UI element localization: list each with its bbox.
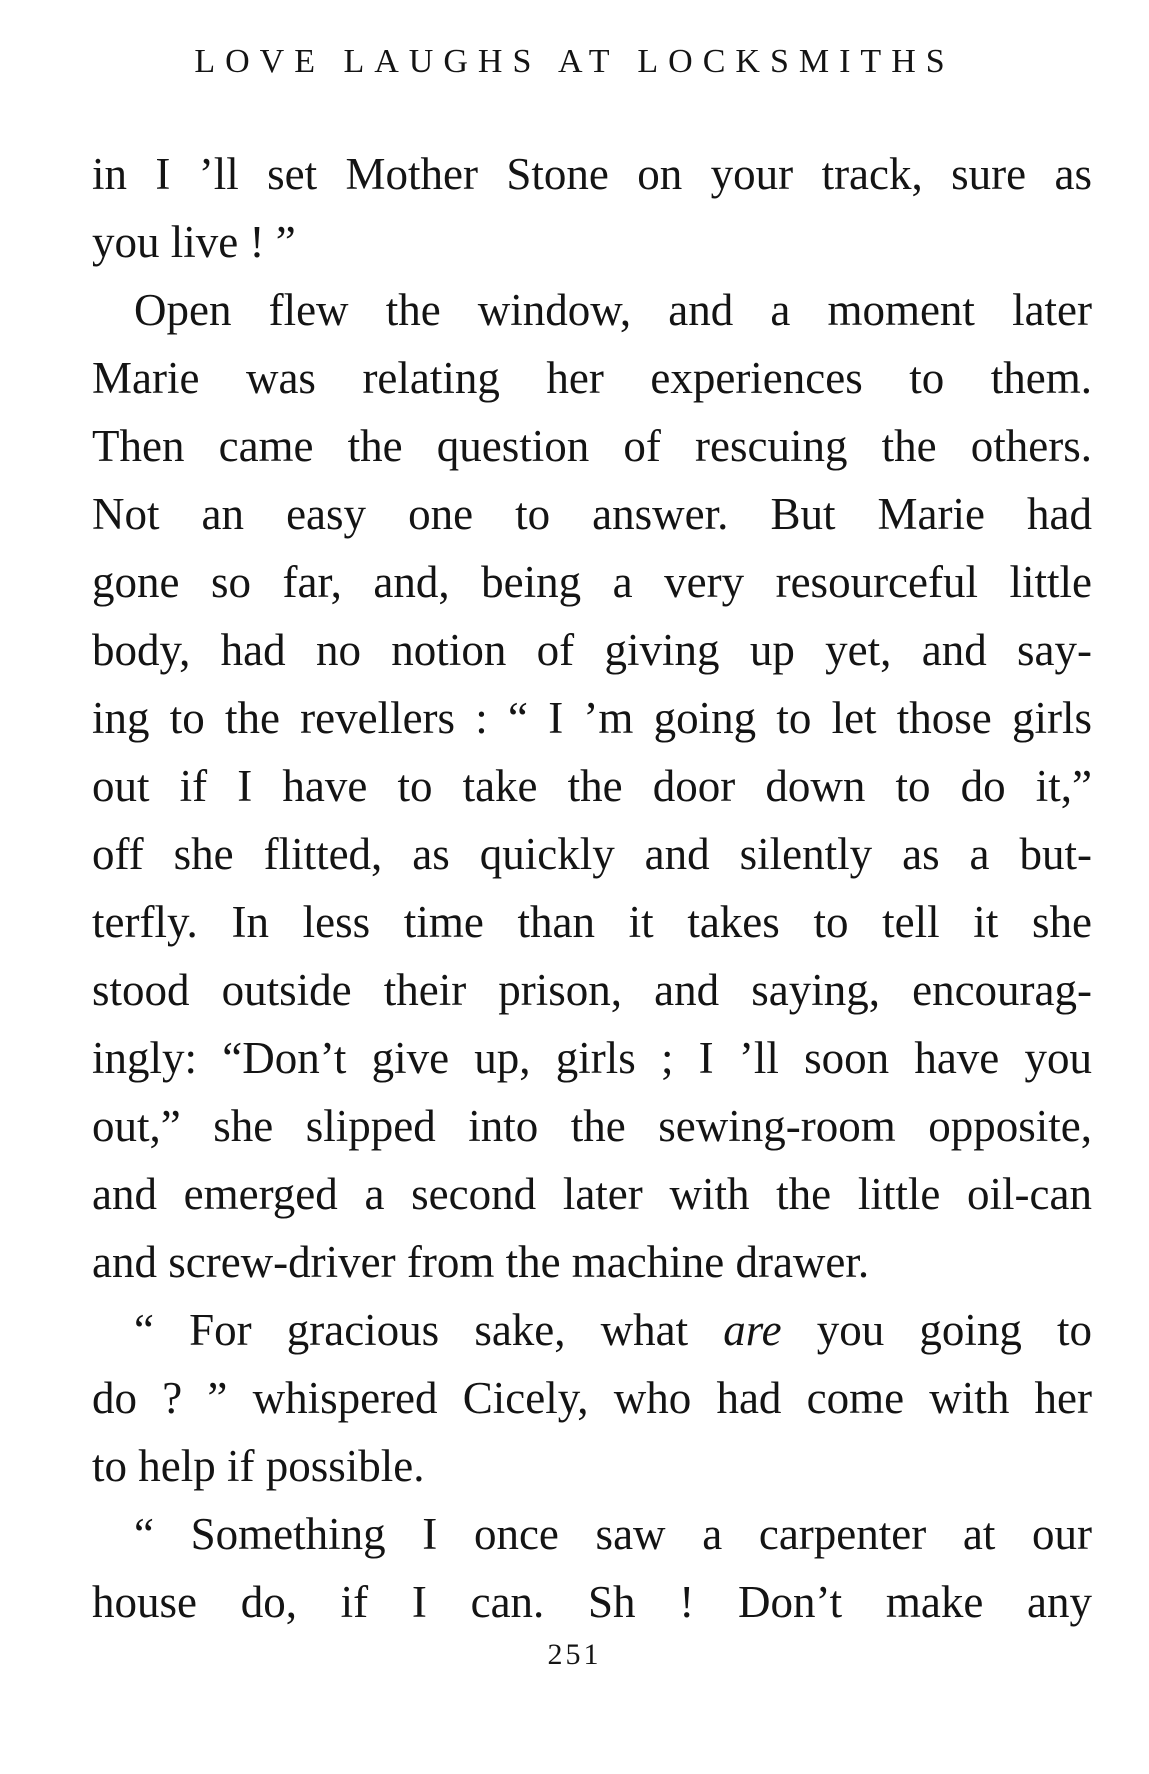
text-line: house do, if I can. Sh ! Don’t make any <box>92 1577 1092 1627</box>
running-head: LOVE LAUGHS AT LOCKSMITHS <box>194 43 955 80</box>
text-line: gone so far, and, being a very resourceful little <box>92 557 1092 607</box>
text-line: “ Something I once saw a carpenter at our <box>134 1509 1092 1559</box>
text-line <box>92 1296 1092 1364</box>
text-line: terfly. In less time than it takes to tell it she <box>92 897 1092 947</box>
text-segment: “ For gracious sake, what <box>134 1305 724 1355</box>
text-line: in I ’ll set Mother Stone on your track, sure as <box>92 149 1092 199</box>
text-line: Marie was relating her experiences to them. <box>92 353 1092 403</box>
italic-emphasis: are <box>723 1305 782 1355</box>
text-line: do ? ” whispered Cicely, who had come with her <box>92 1373 1092 1423</box>
text-line: off she flitted, as quickly and silently as a but- <box>92 829 1092 879</box>
text-line: stood outside their prison, and saying, encourag- <box>92 965 1092 1015</box>
text-line: and screw-driver from the machine drawer. <box>92 1237 870 1287</box>
text-segment: you going to <box>781 1305 1092 1355</box>
text-line: to help if possible. <box>92 1441 425 1491</box>
text-line: body, had no notion of giving up yet, and say- <box>92 625 1092 675</box>
text-line: ingly: “Don’t give up, girls ; I ’ll soon have you <box>92 1033 1092 1083</box>
text-line: Not an easy one to answer. But Marie had <box>92 489 1092 539</box>
text-line: out if I have to take the door down to do it,” <box>92 761 1092 811</box>
text-line: you live ! ” <box>92 217 296 267</box>
page-number: 251 <box>547 1638 602 1671</box>
text-line: Open flew the window, and a moment later <box>134 285 1092 335</box>
text-line: Then came the question of rescuing the others. <box>92 421 1092 471</box>
text-line: ing to the revellers : “ I ’m going to let those girls <box>92 693 1092 743</box>
body-text <box>92 140 1092 1636</box>
text-line: and emerged a second later with the little oil-can <box>92 1169 1092 1219</box>
text-line: out,” she slipped into the sewing-room opposite, <box>92 1101 1092 1151</box>
